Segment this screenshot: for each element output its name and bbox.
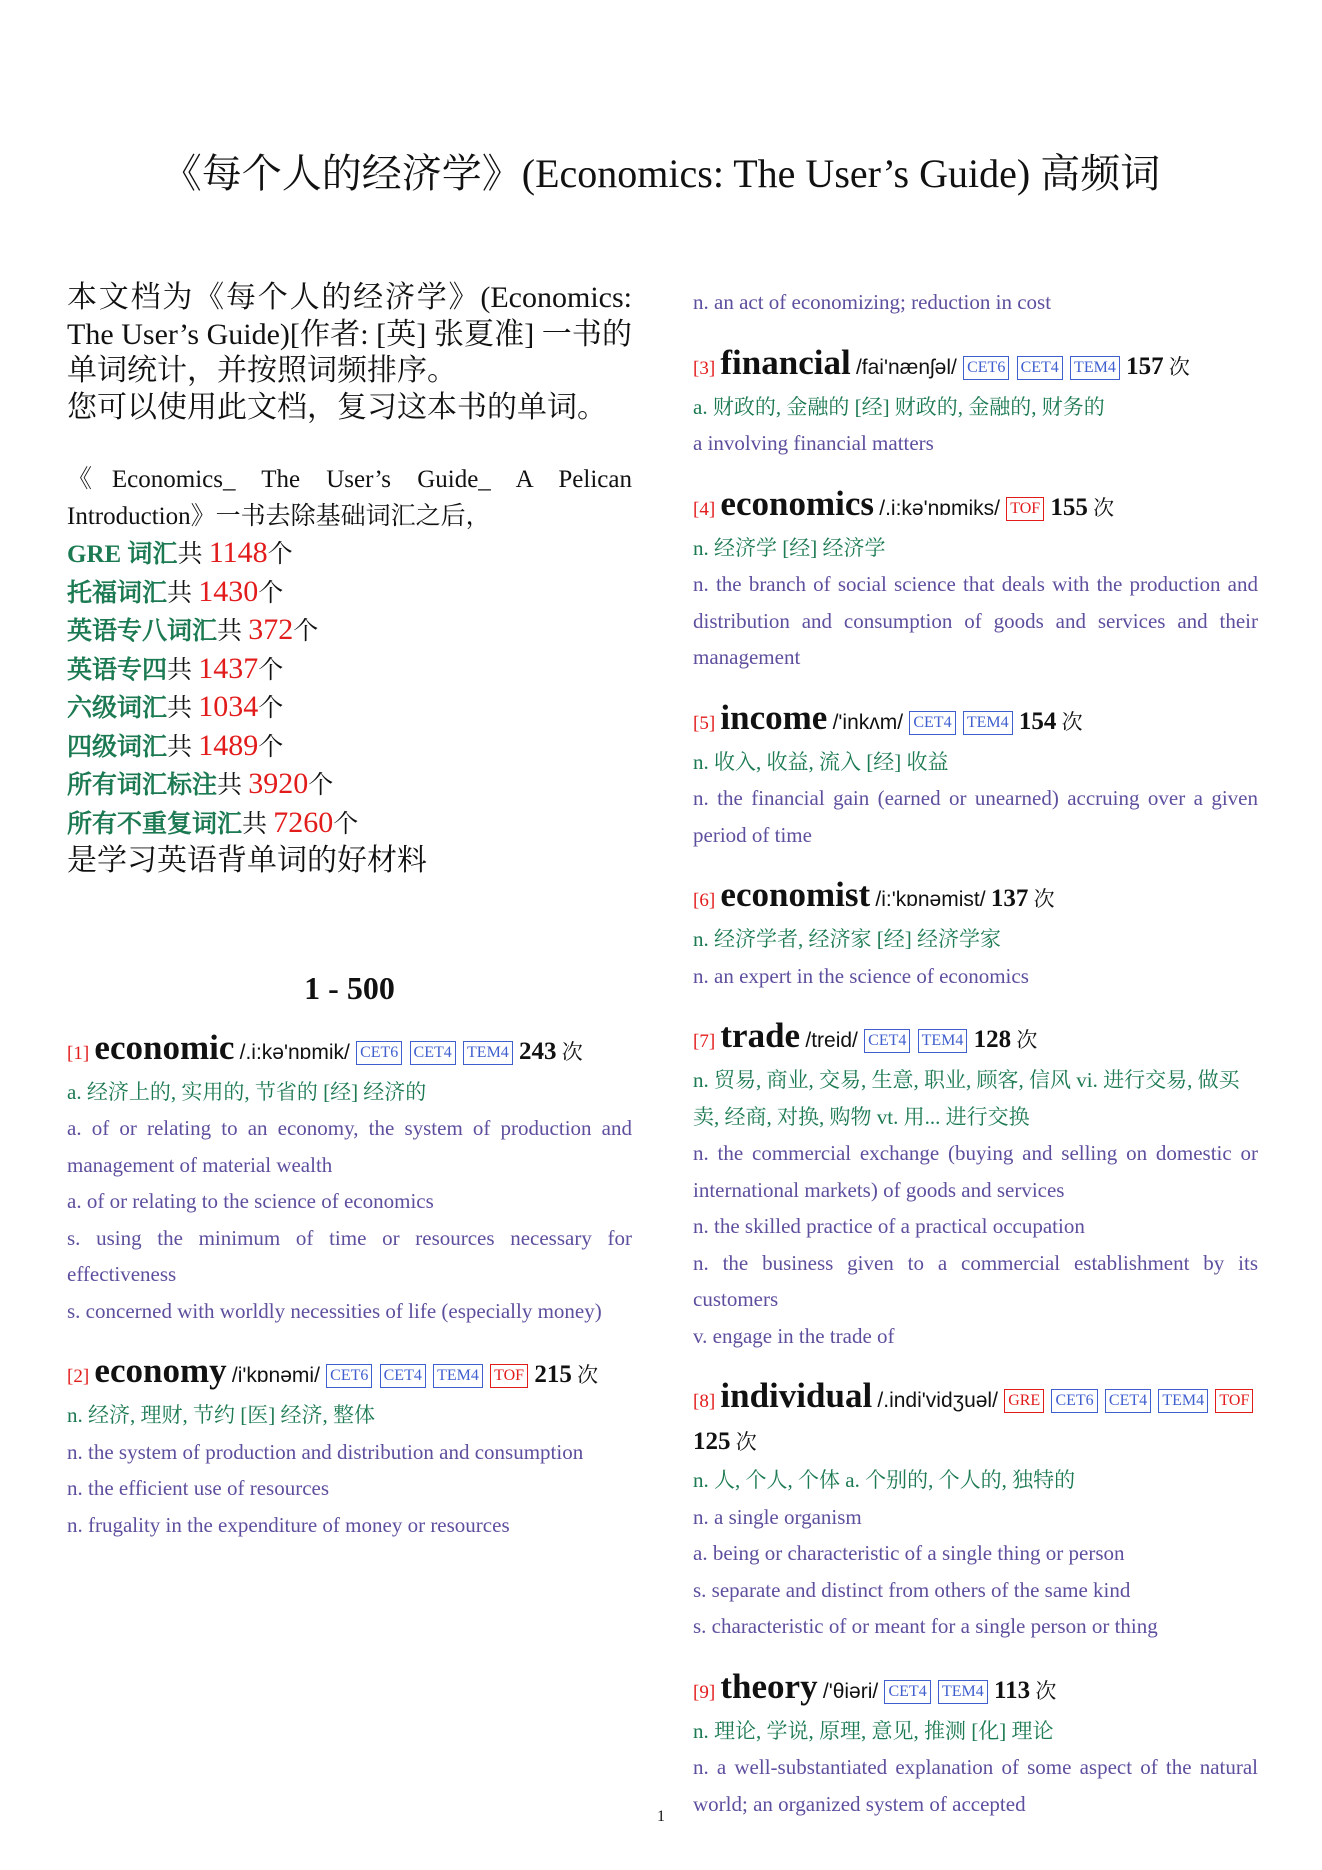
entry-rank: [5] — [693, 712, 716, 734]
entry-header — [693, 1016, 1258, 1062]
frequency-unit: 次 — [561, 1039, 583, 1064]
entry-frequency: 215 — [534, 1361, 572, 1388]
english-definition: a. being or characteristic of a single thing or person — [693, 1541, 1125, 1565]
english-definition: a. of or relating to the science of economics — [67, 1189, 434, 1213]
stat-suffix: 共 — [167, 733, 199, 761]
stat-line — [67, 574, 632, 613]
exam-tag-cet4: CET4 — [864, 1029, 910, 1053]
stat-unit: 个 — [293, 618, 319, 645]
entry-rank: [7] — [693, 1031, 716, 1052]
entry-word: financial — [720, 342, 851, 382]
stat-label: 所有词汇标注 — [67, 772, 218, 799]
entry-word: economist — [720, 875, 871, 914]
frequency-unit: 次 — [1168, 354, 1190, 379]
english-definition: s. separate and distinct from others of the same kind — [693, 1577, 1131, 1602]
entry-rank: [1] — [67, 1042, 90, 1064]
entry-header — [693, 343, 1258, 389]
stat-suffix: 共 — [242, 810, 274, 838]
stat-count: 1430 — [198, 574, 259, 608]
english-definition: n. the branch of social science that deals with the production and distribution and consumption of goods and services and their management — [693, 572, 1258, 669]
entry-rank: [4] — [693, 498, 716, 520]
exam-tag-gre: GRE — [1004, 1389, 1044, 1413]
entry-header — [693, 698, 1258, 744]
left-column — [67, 280, 632, 1543]
entry-phonetic: /treid/ — [805, 1029, 858, 1052]
english-definition: a involving financial matters — [693, 431, 934, 455]
exam-tag-tem4: TEM4 — [1158, 1389, 1208, 1413]
entry-word: income — [720, 697, 828, 737]
entry-header — [693, 875, 1258, 921]
english-definition: n. the business given to a commercial establishment by its customers — [693, 1250, 1258, 1311]
right-column — [693, 284, 1258, 1822]
entry-phonetic: /i:'kɒnəmist/ — [875, 888, 986, 911]
exam-tag-tem4: TEM4 — [463, 1041, 513, 1065]
stat-suffix: 共 — [167, 579, 199, 607]
exam-tag-tem4: TEM4 — [963, 711, 1013, 735]
word-entry — [67, 1028, 632, 1330]
entry-rank: [9] — [693, 1681, 716, 1703]
entry-word: economic — [94, 1027, 235, 1067]
exam-tag-cet6: CET6 — [356, 1041, 402, 1065]
entry-rank: [8] — [693, 1391, 716, 1412]
stat-line — [67, 805, 632, 844]
intro-paragraph: 本文档为《每个人的经济学》(Economics: The User’s Guide)[作者: [英] 张夏准] 一书的单词统计，并按照词频排序。 — [67, 281, 632, 387]
exam-tag-cet4: CET4 — [1017, 356, 1063, 380]
stat-unit: 个 — [267, 541, 293, 568]
exam-tag-cet6: CET6 — [1051, 1389, 1097, 1413]
chinese-definition: a. 财政的, 金融的 [经] 财政的, 金融的, 财务的 — [693, 394, 1105, 419]
stat-count: 1148 — [208, 536, 268, 569]
intro-paragraph-review: 您可以使用此文档，复习这本书的单词。 — [67, 390, 607, 424]
entry-phonetic: /.indi'vidʒuəl/ — [877, 1389, 998, 1412]
stat-suffix: 共 — [167, 695, 199, 722]
word-entry — [67, 1351, 632, 1543]
english-definition: s. concerned with worldly necessities of life (especially money) — [67, 1298, 602, 1323]
vocabulary-stats — [67, 535, 632, 843]
entry-rank: [6] — [693, 890, 716, 911]
frequency-unit: 次 — [1033, 887, 1055, 911]
entry-header — [67, 1351, 632, 1397]
page-number: 1 — [657, 1808, 665, 1825]
english-definition: s. characteristic of or meant for a single person or thing — [693, 1614, 1158, 1638]
entry-frequency: 137 — [990, 885, 1029, 912]
exam-tag-cet4: CET4 — [1105, 1389, 1151, 1413]
stat-unit: 个 — [333, 810, 359, 838]
chinese-definition: n. 人, 个人, 个体 a. 个别的, 个人的, 独特的 — [693, 1468, 1076, 1492]
stat-label: 所有不重复词汇 — [67, 810, 243, 838]
intro-book-summary: 《Economics_ The User’s Guide_ A Pelican Introduction》一书去除基础词汇之后， — [67, 466, 632, 530]
entry-header — [693, 484, 1258, 530]
exam-tag-tem4: TEM4 — [918, 1029, 968, 1053]
exam-tag-tof: TOF — [490, 1364, 528, 1388]
exam-tag-cet4: CET4 — [380, 1364, 426, 1388]
word-entry — [693, 875, 1258, 994]
english-definition: n. a well-substantiated explanation of some aspect of the natural world; an organized system of accepted — [693, 1755, 1258, 1816]
english-definition: a. of or relating to an economy, the system of production and management of material wealth — [67, 1116, 632, 1177]
entry-word: individual — [720, 1376, 873, 1415]
chinese-definition: n. 理论, 学说, 原理, 意见, 推测 [化] 理论 — [693, 1718, 1054, 1743]
frequency-unit: 次 — [577, 1363, 599, 1387]
document-title: 《每个人的经济学》(Economics: The User’s Guide) 高频词 — [161, 151, 1161, 196]
stat-unit: 个 — [258, 579, 284, 607]
entry-header — [693, 1667, 1258, 1713]
stat-unit: 个 — [258, 656, 284, 684]
entry-word: theory — [720, 1666, 818, 1706]
english-definition: n. frugality in the expenditure of money or resources — [67, 1512, 510, 1537]
chinese-definition: n. 经济学者, 经济家 [经] 经济学家 — [693, 927, 1001, 951]
entry-frequency: 125 — [693, 1428, 731, 1455]
chinese-definition: n. 经济, 理财, 节约 [医] 经济, 整体 — [67, 1403, 375, 1427]
stat-label: 英语专八词汇 — [67, 618, 218, 645]
stat-line — [67, 651, 632, 690]
exam-tag-tem4: TEM4 — [1070, 356, 1120, 380]
entry-header — [693, 1376, 1258, 1462]
entry-frequency: 113 — [993, 1676, 1031, 1704]
chinese-definition: n. 经济学 [经] 经济学 — [693, 535, 886, 560]
frequency-unit: 次 — [1061, 709, 1083, 734]
chinese-definition: n. 收入, 收益, 流入 [经] 收益 — [693, 749, 949, 774]
stat-suffix: 共 — [177, 541, 209, 568]
exam-tag-tof: TOF — [1215, 1389, 1253, 1413]
entry-phonetic: /fai'nænʃəl/ — [855, 355, 957, 379]
frequency-unit: 次 — [1035, 1678, 1057, 1703]
stat-label: 六级词汇 — [67, 695, 168, 722]
exam-tag-cet4: CET4 — [884, 1680, 930, 1704]
stat-count: 372 — [248, 613, 294, 646]
stat-label: 托福词汇 — [67, 579, 168, 607]
english-definition: n. the financial gain (earned or unearned) accruing over a given period of time — [693, 786, 1258, 847]
stat-count: 1437 — [198, 651, 259, 685]
entry-word: economy — [94, 1351, 227, 1390]
english-definition: n. the skilled practice of a practical occupation — [693, 1214, 1085, 1238]
definition-continuation: n. an act of economizing; reduction in cost — [693, 290, 1052, 314]
stat-line — [67, 766, 632, 805]
word-entry — [693, 1667, 1258, 1823]
english-definition: n. the commercial exchange (buying and selling on domestic or international markets) of goods and services — [693, 1141, 1258, 1202]
entry-word: economics — [720, 483, 874, 523]
intro-closing: 是学习英语背单词的好材料 — [67, 844, 427, 877]
stat-line — [67, 689, 632, 728]
exam-tag-cet6: CET6 — [963, 356, 1009, 380]
stat-line — [67, 612, 632, 651]
chinese-definition: n. 贸易, 商业, 交易, 生意, 职业, 顾客, 信风 vi. 进行交易, 做买卖, 经商, 对换, 购物 vt. 用... 进行交换 — [693, 1068, 1240, 1129]
entry-header — [67, 1028, 632, 1074]
entry-rank: [3] — [693, 357, 716, 379]
entry-phonetic: /'inkʌm/ — [832, 710, 904, 734]
frequency-unit: 次 — [735, 1430, 757, 1454]
entry-phonetic: /.i:kə'nɒmik/ — [239, 1040, 350, 1064]
frequency-unit: 次 — [1093, 495, 1115, 520]
entry-frequency: 128 — [973, 1026, 1012, 1053]
word-entry — [693, 484, 1258, 676]
range-heading: 1 - 500 — [304, 969, 395, 1006]
stat-unit: 个 — [308, 772, 334, 799]
chinese-definition: a. 经济上的, 实用的, 节省的 [经] 经济的 — [67, 1079, 427, 1104]
stat-suffix: 共 — [217, 772, 249, 799]
stat-label: 英语专四 — [67, 656, 168, 684]
english-definition: v. engage in the trade of — [693, 1323, 895, 1348]
entry-phonetic: /.i:kə'nɒmiks/ — [879, 496, 1000, 520]
english-definition: s. using the minimum of time or resources necessary for effectiveness — [67, 1225, 632, 1286]
english-definition: n. an expert in the science of economics — [693, 963, 1029, 988]
stat-label: 四级词汇 — [67, 733, 168, 761]
stat-count: 3920 — [248, 767, 309, 800]
entry-frequency: 243 — [519, 1037, 557, 1065]
entry-word: trade — [720, 1016, 801, 1055]
english-definition: n. the efficient use of resources — [67, 1476, 330, 1500]
frequency-unit: 次 — [1016, 1028, 1038, 1052]
stat-suffix: 共 — [217, 618, 249, 645]
word-entry — [693, 698, 1258, 854]
stat-count: 1034 — [198, 690, 259, 723]
entry-frequency: 155 — [1050, 493, 1088, 521]
word-entry — [693, 1016, 1258, 1354]
english-definition: n. a single organism — [693, 1504, 862, 1529]
word-entry — [693, 343, 1258, 462]
english-definition: n. the system of production and distribution and consumption — [67, 1439, 584, 1464]
stat-label: GRE 词汇 — [67, 541, 178, 568]
stat-line — [67, 728, 632, 767]
exam-tag-cet4: CET4 — [909, 711, 955, 735]
stat-unit: 个 — [258, 695, 284, 722]
entry-phonetic: /i'kɒnəmi/ — [231, 1364, 320, 1387]
entry-frequency: 157 — [1126, 352, 1164, 380]
word-list-right — [693, 343, 1258, 1823]
stat-count: 7260 — [273, 805, 334, 839]
word-entry — [693, 1376, 1258, 1645]
entry-frequency: 154 — [1018, 707, 1057, 735]
stat-unit: 个 — [258, 733, 284, 761]
exam-tag-tem4: TEM4 — [938, 1680, 988, 1704]
exam-tag-cet4: CET4 — [410, 1041, 456, 1065]
entry-rank: [2] — [67, 1366, 90, 1387]
word-list-left — [67, 1028, 632, 1544]
stat-count: 1489 — [198, 728, 259, 762]
stat-line — [67, 535, 632, 574]
exam-tag-tof: TOF — [1006, 497, 1044, 521]
exam-tag-cet6: CET6 — [326, 1364, 372, 1388]
exam-tag-tem4: TEM4 — [433, 1364, 483, 1388]
stat-suffix: 共 — [167, 656, 199, 684]
entry-phonetic: /'θiəri/ — [822, 1679, 879, 1703]
